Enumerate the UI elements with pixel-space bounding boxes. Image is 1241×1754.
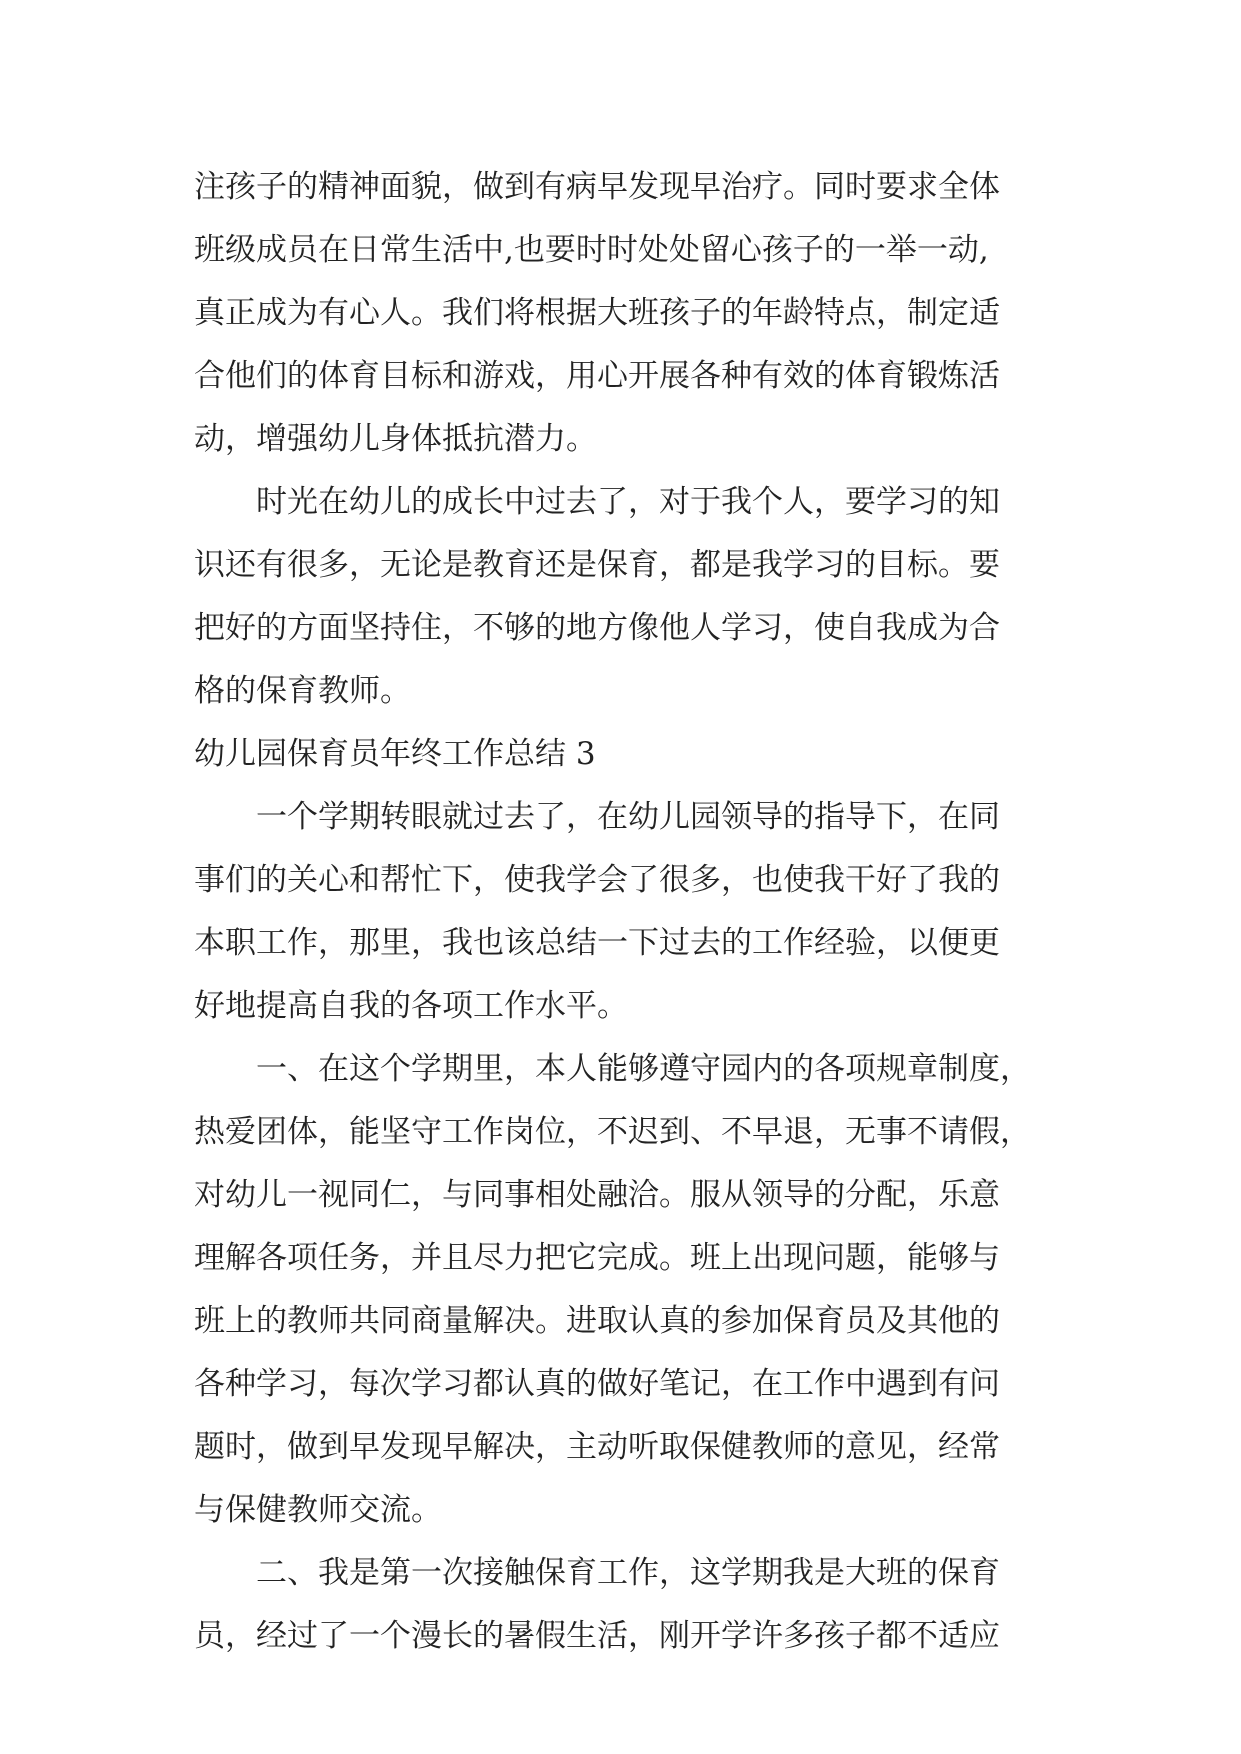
- text-line: 合他们的体育目标和游戏，用心开展各种有效的体育锻炼活: [194, 358, 1000, 394]
- text-line: 好地提高自我的各项工作水平。: [194, 988, 628, 1024]
- text-line: 班级成员在日常生活中,也要时时处处留心孩子的一举一动,: [194, 232, 989, 268]
- text-line: 理解各项任务，并且尽力把它完成。班上出现问题，能够与: [194, 1240, 1000, 1276]
- text-line: 真正成为有心人。我们将根据大班孩子的年龄特点，制定适: [194, 295, 1000, 331]
- text-line: 题时，做到早发现早解决，主动听取保健教师的意见，经常: [194, 1429, 1000, 1465]
- text-line: 与保健教师交流。: [194, 1492, 442, 1528]
- text-line: 格的保育教师。: [194, 673, 411, 709]
- paragraph-start-line: 一、在这个学期里，本人能够遵守园内的各项规章制度，: [256, 1051, 1031, 1087]
- text-line: 对幼儿一视同仁，与同事相处融洽。服从领导的分配，乐意: [194, 1177, 1000, 1213]
- text-line: 各种学习，每次学习都认真的做好笔记，在工作中遇到有问: [194, 1366, 1000, 1402]
- paragraph-start-line: 时光在幼儿的成长中过去了，对于我个人，要学习的知: [256, 484, 1000, 520]
- text-line: 动，增强幼儿身体抵抗潜力。: [194, 421, 597, 457]
- text-line: 注孩子的精神面貌，做到有病早发现早治疗。同时要求全体: [194, 169, 1000, 205]
- text-line: 本职工作，那里，我也该总结一下过去的工作经验，以便更: [194, 925, 1000, 961]
- paragraph-start-line: 二、我是第一次接触保育工作，这学期我是大班的保育: [256, 1555, 1000, 1591]
- text-line: 班上的教师共同商量解决。进取认真的参加保育员及其他的: [194, 1303, 1000, 1339]
- text-line: 员，经过了一个漫长的暑假生活，刚开学许多孩子都不适应: [194, 1618, 1000, 1654]
- paragraph-start-line: 一个学期转眼就过去了，在幼儿园领导的指导下，在同: [256, 799, 1000, 835]
- text-line: 热爱团体，能坚守工作岗位，不迟到、不早退，无事不请假，: [194, 1114, 1031, 1150]
- text-line: 识还有很多，无论是教育还是保育，都是我学习的目标。要: [194, 547, 1000, 583]
- section-heading: 幼儿园保育员年终工作总结 3: [194, 736, 596, 772]
- text-line: 把好的方面坚持住，不够的地方像他人学习，使自我成为合: [194, 610, 1000, 646]
- text-line: 事们的关心和帮忙下，使我学会了很多，也使我干好了我的: [194, 862, 1000, 898]
